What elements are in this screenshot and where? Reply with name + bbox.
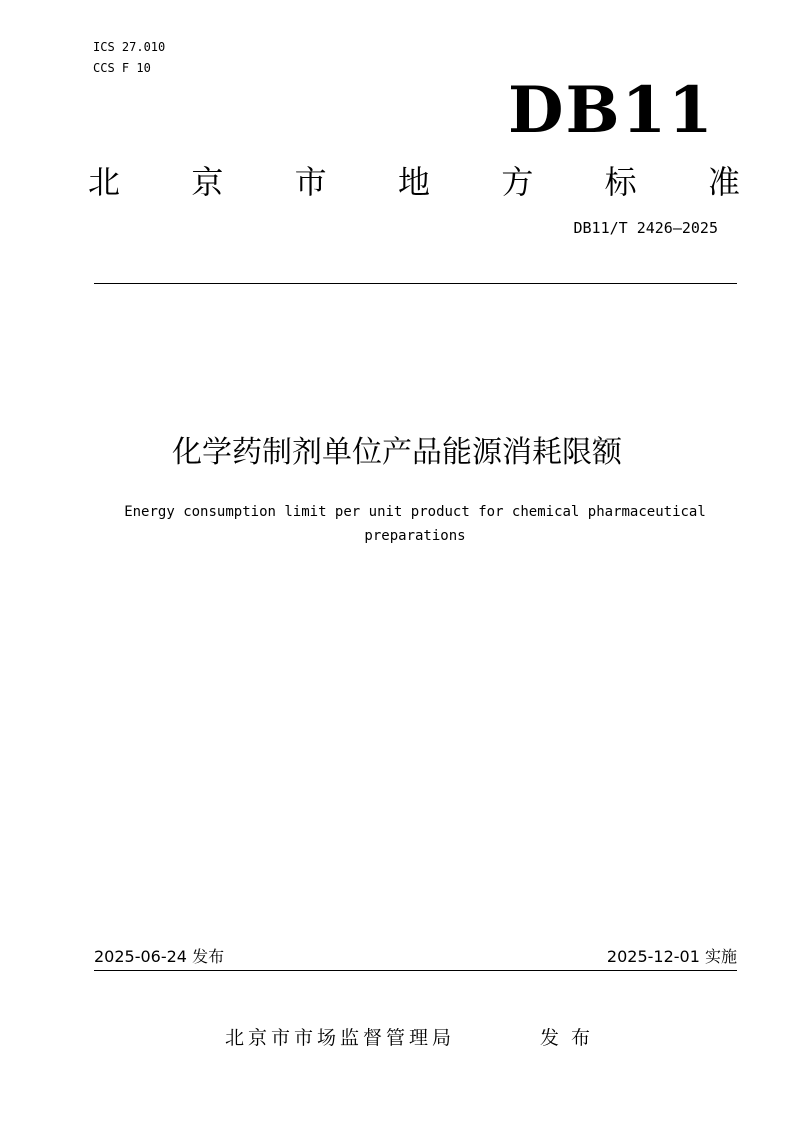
- top-divider: [94, 283, 737, 284]
- standard-type-char: 北: [88, 163, 121, 201]
- publish-word: 发布: [540, 1027, 603, 1049]
- standard-type-char: 地: [397, 163, 430, 201]
- document-title-zh: 化学药制剂单位产品能源消耗限额: [172, 435, 622, 470]
- document-title-en: Energy consumption limit per unit product for chemical pharmaceutical preparations: [124, 504, 706, 544]
- bottom-divider: [94, 970, 737, 971]
- standard-type-char: 市: [294, 163, 327, 201]
- standard-type-char: 方: [501, 163, 534, 201]
- standard-type-char: 标: [604, 163, 637, 201]
- db11-logo: DB11: [508, 73, 715, 148]
- standard-number: DB11/T 2426—2025: [573, 219, 718, 237]
- ics-code: ICS 27.010: [93, 40, 166, 54]
- ccs-code: CCS F 10: [93, 61, 151, 75]
- standard-type-char: 准: [707, 163, 740, 201]
- standard-type-char: 京: [191, 163, 224, 201]
- standard-type: [88, 162, 740, 202]
- implementation-date: 2025-12-01 实施: [606, 947, 737, 966]
- publisher: 北京市市场监督管理局: [225, 1027, 456, 1049]
- issue-date: 2025-06-24 发布: [94, 947, 225, 966]
